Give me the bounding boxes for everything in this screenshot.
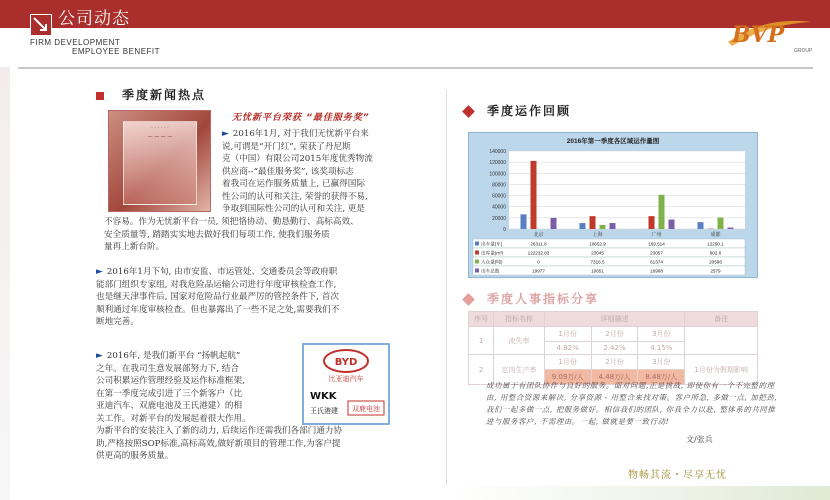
y-tick-label: 40000 — [492, 204, 506, 211]
chart-bar — [728, 228, 734, 229]
data-label: 20596 — [709, 259, 722, 265]
wkk-logo-text: WKK — [310, 391, 337, 402]
header-subtitle-2: EMPLOYEE BENEFIT — [72, 47, 161, 56]
ops-section-title: 季度运作回顾 — [487, 104, 572, 118]
table-row — [469, 355, 758, 370]
table-header-row — [469, 312, 758, 327]
data-label: 26311.8 — [530, 241, 547, 247]
data-label: 16968 — [650, 268, 663, 274]
header-rule — [18, 67, 813, 69]
y-tick-label: 100000 — [489, 171, 506, 178]
award-plaque: · · · · · · — — — — — [123, 121, 197, 205]
chart-bar — [531, 161, 537, 229]
data-label: 0 — [537, 259, 540, 265]
chart-title: 2016年第一季度各区域运作量图 — [566, 138, 660, 145]
table-cell: 4.48万/人 — [591, 370, 638, 385]
paragraph-line: 为新平台的安装注入了新的动力, 后续运作还需我们各部门通力协 — [96, 426, 343, 436]
page-title: 公司动态 — [58, 9, 130, 29]
table-cell: 4.15% — [638, 342, 685, 355]
chart-bar — [669, 220, 675, 229]
paragraph-line: 关工作。对新平台的发展起着很大作用。 — [96, 413, 251, 424]
chart-bar — [600, 225, 606, 229]
diamond-bullet-icon — [462, 293, 475, 306]
diamond-bullet-icon — [462, 105, 475, 118]
table-cell — [685, 327, 758, 355]
paragraph-line: 克（中国）有限公司2015年度优秀物流 — [222, 154, 373, 164]
chart-bar — [698, 222, 704, 229]
header-logo-icon — [30, 14, 52, 36]
byd-logo-text: BYD — [334, 357, 358, 368]
paragraph-line: ► 2016年, 是我们新平台 “扬帆起航” — [96, 351, 241, 361]
footer-slogan: 物畅其流・尽享无忧 — [628, 470, 727, 481]
news-paragraph-3-cont — [96, 425, 440, 463]
paragraph-line: 在第一季度完成引进了三个新客户（比 — [96, 388, 243, 399]
quote-author: 文/张兵 — [686, 435, 713, 444]
table-cell: 2月份 — [591, 327, 638, 342]
table-header-cell: 序号 — [469, 312, 494, 327]
data-table-row — [473, 257, 745, 266]
play-bullet-icon: ► — [222, 129, 229, 139]
paragraph-line: 性公司的认可和关注, 荣誉的获得不易, — [222, 191, 368, 202]
plot-area — [509, 151, 745, 229]
hr-section-title: 季度人事指标分享 — [487, 292, 600, 306]
data-label: 602.6 — [709, 250, 722, 256]
paragraph-line: ► 2016年1月下旬, 由市安监、市运管处、交通委员会等政府职 — [96, 267, 338, 277]
chart-bar — [649, 216, 655, 229]
legend-swatch — [475, 269, 479, 273]
header-subtitle-1: FIRM DEVELOPMENT — [30, 38, 121, 47]
table-header-cell: 备注 — [685, 312, 758, 327]
award-trophy-image — [108, 110, 211, 212]
data-label: 2579 — [710, 268, 721, 274]
y-tick-label: 0 — [503, 227, 506, 233]
brand-tag: GROUP — [794, 48, 813, 54]
table-cell: 1 — [469, 327, 494, 355]
brand-logo — [724, 12, 816, 56]
table-cell: 4.82% — [544, 342, 591, 355]
paragraph-line: 公司积累运作管理经验及运作标准框架, — [96, 376, 245, 386]
chart-bar — [610, 223, 616, 229]
table-cell: 3月份 — [638, 327, 685, 342]
data-table-row — [473, 239, 745, 248]
data-label: 12290.1 — [707, 241, 724, 247]
ops-section-heading — [464, 102, 571, 119]
paragraph-line: 说,可谓是“开门红”, 荣获了丹尼斯 — [222, 141, 351, 152]
ops-chart — [468, 132, 758, 278]
y-tick-label: 60000 — [492, 193, 506, 200]
chart-bar — [659, 195, 665, 229]
column-divider — [446, 90, 447, 485]
data-label: 23057 — [650, 250, 663, 256]
play-bullet-icon: ► — [96, 351, 103, 361]
y-tick-label: 140000 — [489, 149, 506, 155]
data-label: 23045 — [591, 250, 604, 256]
data-table-row — [473, 266, 745, 275]
data-label: 7318.5 — [590, 259, 605, 265]
x-tick-label: 成都 — [710, 232, 721, 238]
paragraph-line: 能部门组织专家组, 对我危险品运输公司进行年度审核检查工作, — [96, 279, 337, 290]
news-paragraph-3 — [96, 350, 302, 425]
table-cell: 8.48万/人 — [638, 370, 685, 385]
client-logos — [302, 343, 390, 425]
data-label: 169.514 — [648, 241, 665, 247]
news-paragraph-1-cont — [104, 216, 438, 254]
table-cell: 流失率 — [494, 327, 545, 355]
data-label: 10652.9 — [589, 241, 606, 247]
paragraph-line: ► 2016年1月, 对于我们无忧新平台来 — [222, 129, 369, 139]
table-cell: 1月份 — [544, 327, 591, 342]
byd-logo-sub: 比亚迪汽车 — [328, 375, 364, 383]
paragraph-line: 量再上新台阶。 — [104, 242, 165, 252]
battery-logo-text: 双鹿电池 — [352, 405, 380, 413]
y-tick-label: 20000 — [492, 215, 506, 222]
legend-label: 入仓量(吨) — [481, 259, 503, 265]
paragraph-line: 亚迪汽车、双鹿电池及王氏港建）的相 — [96, 401, 243, 411]
paragraph-line: 争取到国际性公司的认可和关注, 更是 — [222, 204, 365, 214]
square-bullet-icon — [96, 92, 104, 100]
legend-swatch — [475, 260, 479, 264]
paragraph-line: 顺利通过年度审核检查。但也暴露出了一些不足之处,需要我们不 — [96, 304, 340, 315]
y-tick-label: 120000 — [489, 160, 506, 167]
data-label: 19977 — [532, 268, 545, 274]
chart-bar — [521, 214, 527, 229]
table-header-cell: 指标名称 — [494, 312, 545, 327]
table-cell: 9.09万/人 — [544, 370, 591, 385]
hr-section-heading — [464, 290, 599, 307]
paragraph-line: 之年。在我司生意发展部努力下, 结合 — [96, 363, 239, 374]
legend-label: 出车量(车) — [481, 241, 503, 247]
brand-name: BVP — [732, 22, 785, 48]
x-tick-label: 广州 — [651, 232, 662, 238]
play-bullet-icon: ► — [96, 267, 103, 277]
closing-quote: 成功属于有团队协作与良好的服务。面对问题,正是挑战, 即使你有一个不完整的理由, 用整合资源来解决, 分享资源 - 用整合来找对策。客户所急, 多做一点, 加把劲, 我们一起多做一点, 把服务做好。相信我们的团队, 你我全力以赴, 整体系的共同推进与服务客户, 不需理由。一起, 做就是要一致行动! — [486, 381, 778, 426]
news-paragraph-2 — [96, 266, 440, 329]
table-cell: 2月份 — [591, 355, 638, 370]
news-section-title: 季度新闻热点 — [122, 88, 207, 102]
paragraph-line: 供更高的服务质量。 — [96, 451, 174, 461]
x-tick-label: 北京 — [533, 232, 544, 238]
left-stripe — [0, 67, 10, 500]
paragraph-line: 供应商--“最佳服务奖”, 该奖项标志 — [222, 166, 354, 177]
data-label: 61374 — [650, 259, 663, 265]
legend-swatch — [475, 242, 479, 246]
table-row — [469, 327, 758, 342]
paragraph-line: 助,严格按照SOP标准,高标高效,做好新项目的管理工作,为客户提 — [96, 438, 341, 449]
footer-band — [446, 486, 830, 500]
table-cell: 3月份 — [638, 355, 685, 370]
chart-bar — [580, 223, 586, 229]
paragraph-line: 断地完善。 — [96, 317, 139, 327]
chart-bar — [590, 216, 596, 229]
table-cell: 1月份 — [544, 355, 591, 370]
table-cell: 2.42% — [591, 342, 638, 355]
wkk-logo-sub: 王氏港建 — [310, 407, 338, 415]
legend-swatch — [475, 251, 479, 255]
table-header-cell: 详细描述 — [544, 312, 684, 327]
news-paragraph-1 — [222, 128, 434, 216]
paragraph-line: 着我司在运作服务质量上, 已赢得国际 — [222, 179, 365, 189]
data-table-row — [473, 248, 745, 257]
ops-chart-svg — [469, 133, 757, 277]
table-cell: 2 — [469, 355, 494, 385]
table-cell: 定岗生产率 — [494, 355, 545, 385]
chart-bar — [718, 218, 724, 229]
paragraph-line: 也是继天津事件后, 国家对危险品行业最严厉的管控条件下, 首次 — [96, 292, 339, 302]
chart-bar — [551, 218, 557, 229]
x-tick-label: 上海 — [592, 232, 603, 238]
data-label: 10651 — [591, 268, 604, 274]
news-section-heading — [96, 86, 206, 103]
table-cell: 1月份为假期影响 — [685, 355, 758, 385]
legend-label: 出库量(m³) — [481, 250, 504, 256]
hr-metrics-table — [468, 311, 758, 385]
paragraph-line: 不容易。作为无忧新平台一员, 须把恪协动、勤恳勤行、高标高效、 — [104, 217, 359, 227]
paragraph-line: 安全质量等, 踏踏实实地去做好我们每项工作, 使我们服务质 — [104, 229, 330, 240]
y-tick-label: 80000 — [492, 182, 506, 189]
legend-label: 出车总数 — [481, 268, 500, 274]
data-label: 122232.83 — [527, 250, 550, 256]
award-caption: 无忧新平台荣获 “最佳服务奖” — [232, 113, 370, 123]
